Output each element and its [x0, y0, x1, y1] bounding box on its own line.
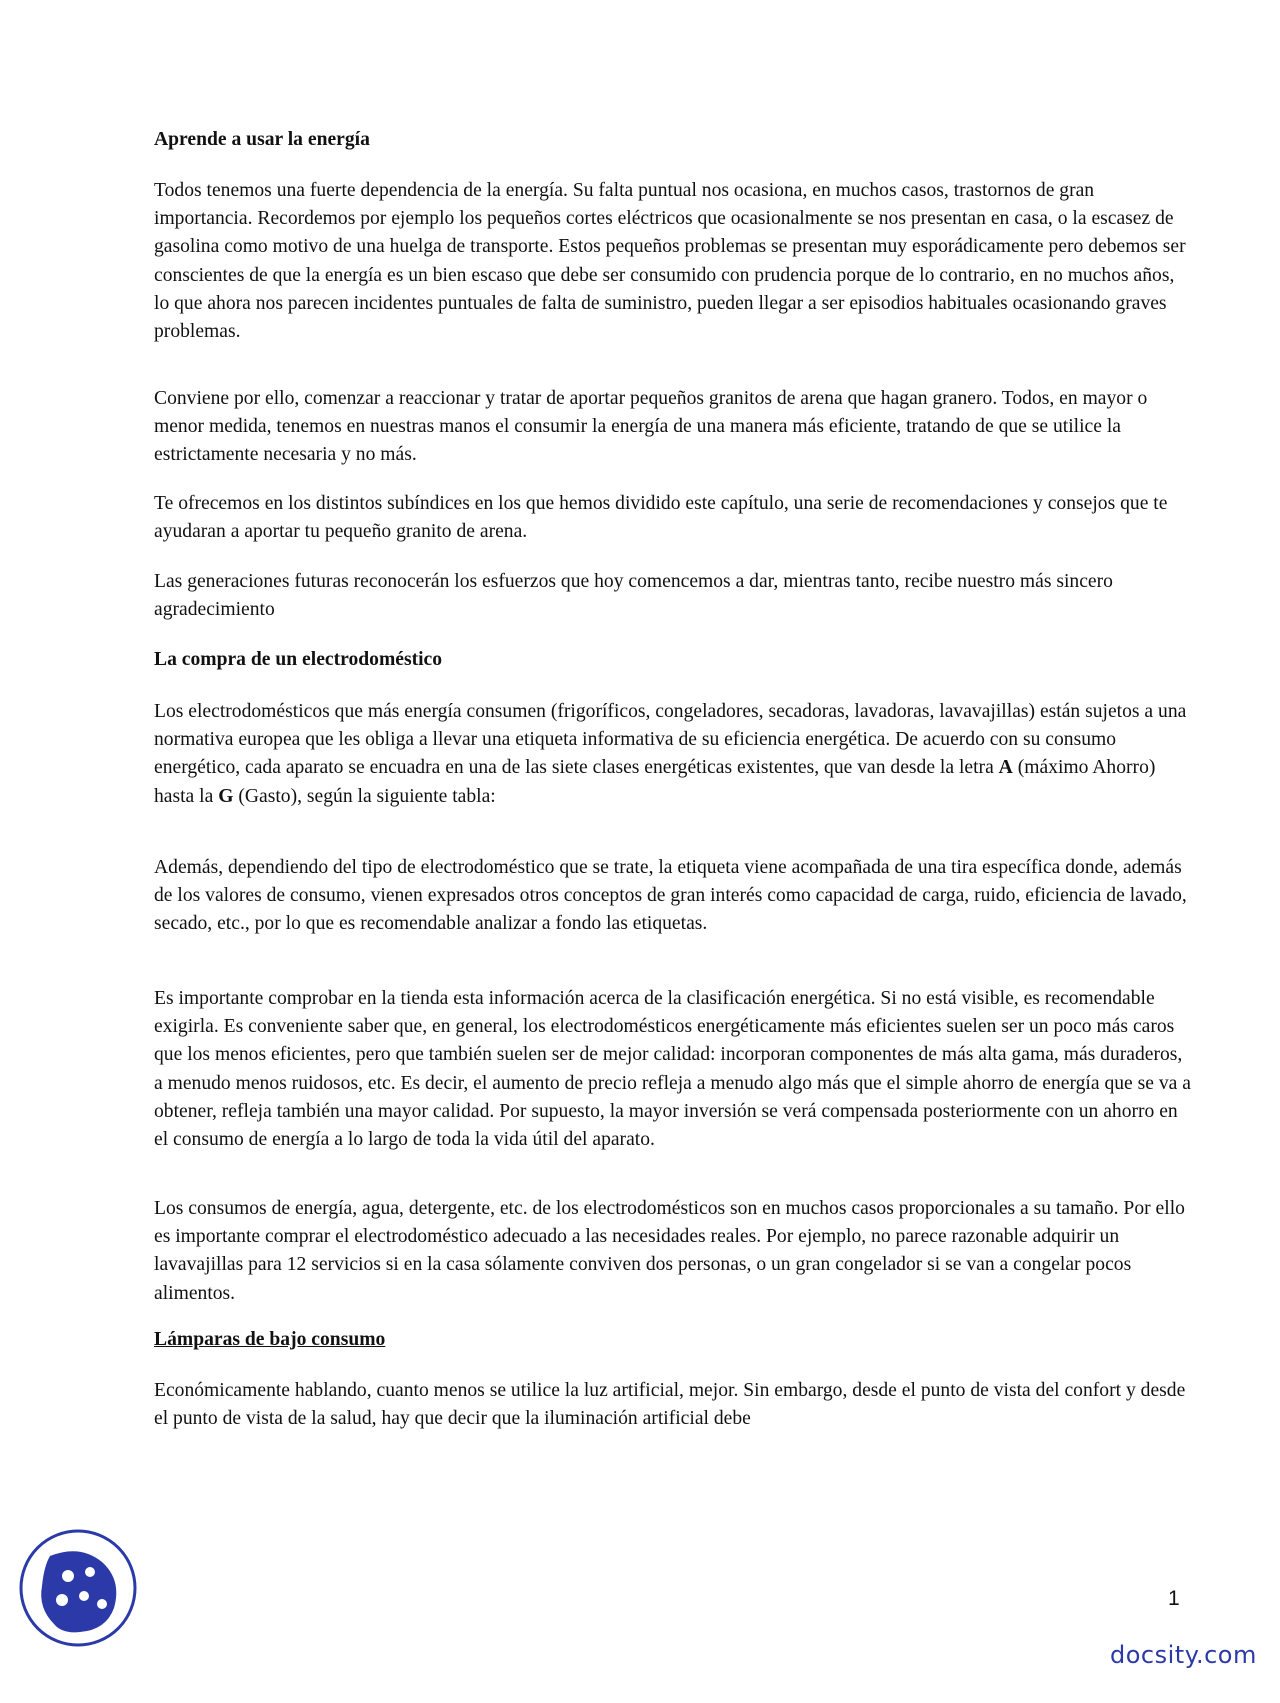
- paragraph-5-text-3: (Gasto), según la siguiente tabla:: [233, 785, 496, 807]
- docsity-logo-icon: [18, 1528, 138, 1648]
- paragraph-4: Las generaciones futuras reconocerán los esfuerzos que hoy comencemos a dar, mientras tanto, recibe nuestro más sincero agradecimiento: [154, 571, 1113, 621]
- heading-lamparas: Lámparas de bajo consumo: [154, 1329, 386, 1350]
- class-g-label: G: [218, 785, 234, 807]
- paragraph-5-text-1: Los electrodomésticos que más energía consumen (frigoríficos, congeladores, secadoras, lavadoras, lavavajillas) están sujetos a una normativa europea que les obliga a llevar una etiqueta informativa de su eficiencia energética. De acuerdo con su consumo energético, cada aparato se encuadra en una de las siete clases energéticas existentes, que van desde la letra: [154, 701, 1187, 779]
- paragraph-6: Además, dependiendo del tipo de electrodoméstico que se trate, la etiqueta viene acompañada de una tira específica donde, además de los valores de consumo, vienen expresados otros conceptos de gran interés como capacidad de carga, ruido, eficiencia de lavado, secado, etc., por lo que es recomendable analizar a fondo las etiquetas.: [154, 857, 1187, 935]
- brand-link[interactable]: docsity.com: [1110, 1641, 1257, 1669]
- page-number: 1: [1168, 1587, 1180, 1610]
- paragraph-9: Económicamente hablando, cuanto menos se utilice la luz artificial, mejor. Sin embargo, desde el punto de vista del confort y desde el punto de vista de la salud, hay que decir que la iluminación artificial debe: [154, 1380, 1186, 1430]
- class-a-label: A: [998, 757, 1013, 779]
- paragraph-5: [154, 698, 1194, 811]
- paragraph-3: Te ofrecemos en los distintos subíndices en los que hemos dividido este capítulo, una serie de recomendaciones y consejos que te ayudaran a aportar tu pequeño granito de arena.: [154, 493, 1168, 543]
- paragraph-7: Es importante comprobar en la tienda esta información acerca de la clasificación energética. Si no está visible, es recomendable exigirla. Es conveniente saber que, en general, los electrodomésticos energéticamente más eficientes suelen ser un poco más caros que los menos eficientes, pero que también suelen ser de mejor calidad: incorporan componentes de más alta gama, más duraderos, a menudo menos ruidosos, etc. Es decir, el aumento de precio refleja a menudo algo más que el simple ahorro de energía que se va a obtener, refleja también una mayor calidad. Por supuesto, la mayor inversión se verá compensada posteriormente con un ahorro en el consumo de energía a lo largo de toda la vida útil del aparato.: [154, 988, 1191, 1151]
- paragraph-1: Todos tenemos una fuerte dependencia de la energía. Su falta puntual nos ocasiona, en muchos casos, trastornos de gran importancia. Recordemos por ejemplo los pequeños cortes eléctricos que ocasionalmente se nos presentan en casa, o la escasez de gasolina como motivo de una huelga de transporte. Estos pequeños problemas se presentan muy esporádicamente pero debemos ser conscientes de que la energía es un bien escaso que debe ser consumido con prudencia porque de lo contrario, en no muchos años, lo que ahora nos parecen incidentes puntuales de falta de suministro, pueden llegar a ser episodios habituales ocasionando graves problemas.: [154, 180, 1186, 343]
- heading-aprende: Aprende a usar la energía: [154, 129, 370, 150]
- paragraph-8: Los consumos de energía, agua, detergente, etc. de los electrodomésticos son en muchos casos proporcionales a su tamaño. Por ello es importante comprar el electrodoméstico adecuado a las necesidades reales. Por ejemplo, no parece razonable adquirir un lavavajillas para 12 servicios si en la casa sólamente conviven dos personas, o un gran congelador si se van a congelar pocos alimentos.: [154, 1198, 1185, 1304]
- paragraph-5-text-2: (máximo Ahorro) hasta la: [154, 757, 1156, 807]
- paragraph-2: Conviene por ello, comenzar a reaccionar y tratar de aportar pequeños granitos de arena que hagan granero. Todos, en mayor o menor medida, tenemos en nuestras manos el consumir la energía de una manera más eficiente, tratando de que se utilice la estrictamente necesaria y no más.: [154, 388, 1148, 466]
- heading-compra: La compra de un electrodoméstico: [154, 649, 443, 670]
